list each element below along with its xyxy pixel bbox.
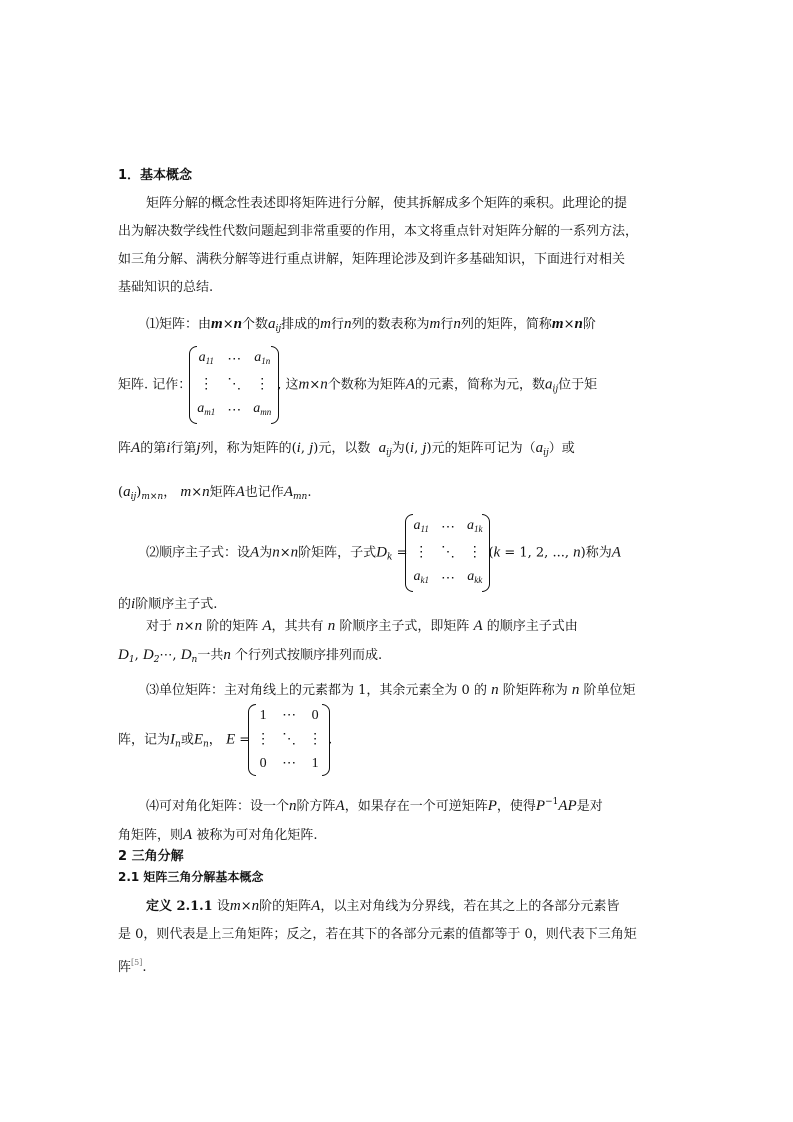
diagonalizable-paragraph: ⑷可对角化矩阵：设一个n阶方阵A，如果存在一个可逆矩阵P，使得$P^{-1}AP$是对 角矩阵，则A 被称为可对角化矩阵.	[118, 797, 603, 843]
matrix-definition-line-3: 阵A的第i行第j列，称为矩阵的(i, j)元，以数 $a_{ij}$为(i, j)元的矩阵可记为$(a_{ij})$或	[118, 440, 575, 458]
section-heading-1: 1．基本概念	[118, 168, 193, 183]
identity-line-2: 阵，记为$I_n$或$E_n$， E = 1 ⋯ 0 ⋮ ⋱ ⋮ 0 ⋯ 1 .	[118, 704, 678, 776]
definition-2-1-1: 定义 2.1.1 设m×n阶的矩阵A，以主对角线为分界线，若在其之上的各部分元素皆 是 0，则代表是上三角矩阵；反之，若在其下的各部分元素的值都等于 0，则代表下三角矩 阵[5].	[118, 898, 637, 975]
definition-label: 定义 2.1.1	[146, 899, 213, 914]
intro-paragraph	[118, 190, 678, 302]
matrix-definition-line-4: $(a_{ij})_{m\times n}$， m×n矩阵A也记作$A_{mn}$.	[118, 484, 312, 502]
principal-minor-paragraph: 对于 n×n 阶的矩阵 A，其共有 n 阶顺序主子式，即矩阵 A 的顺序主子式由 $D_1$, $D_2\cdots$, $D_n$一共n 个行列式按顺序排列而成.	[118, 618, 578, 665]
minor-determinant: $a_{11}$ ⋯ $a_{1k}$ ⋮ ⋱ ⋮ $a_{k1}$ ⋯ $a_{kk}$	[407, 514, 488, 592]
intro-line-3: 如三角分解、满秩分解等进行重点讲解，矩阵理论涉及到许多基础知识，下面进行对相关	[118, 252, 626, 267]
general-matrix: $a_{11}$ ⋯ $a_{1n}$ ⋮ ⋱ ⋮ $a_{m1}$ ⋯ $a_{mn}$	[191, 346, 277, 424]
principal-minor-line-1: ⑵顺序主子式：设A为n×n阶矩阵，子式$D_k$ = $a_{11}$ ⋯ $a_{1k}$ ⋮ ⋱ ⋮ $a_{k1}$ ⋯ $a_{kk}$ (k = 1, 2, ..., n)称为A	[118, 514, 678, 592]
intro-line-2: 出为解决数学线性代数问题起到非常重要的作用，本文将重点针对矩阵分解的一系列方法，	[118, 224, 639, 239]
subsection-heading-2-1: 2.1 矩阵三角分解基本概念	[118, 870, 264, 884]
identity-line-1: ⑶单位矩阵：主对角线上的元素都为 1，其余元素全为 0 的 n 阶矩阵称为 n 阶单位矩	[146, 682, 636, 698]
intro-line-1: 矩阵分解的概念性表述即将矩阵进行分解，使其拆解成多个矩阵的乘积。此理论的提	[146, 196, 628, 211]
principal-minor-line-2: 的i阶顺序主子式.	[118, 596, 218, 612]
matrix-definition-line-2: 矩阵. 记作： $a_{11}$ ⋯ $a_{1n}$ ⋮ ⋱ ⋮ $a_{m1}$ ⋯ $a_{mn}$ , 这m×n个数称为矩阵A的元素，简称为元，数$a_{ij}$位于矩	[118, 346, 678, 424]
intro-line-4: 基础知识的总结.	[118, 280, 214, 295]
citation-ref[interactable]: [5]	[131, 958, 143, 967]
matrix-definition-line-1: ⑴矩阵：由m×n个数$a_{ij}$排成的m行n列的数表称为m行n列的矩阵，简称m×n阶	[146, 316, 596, 334]
section-heading-2: 2 三角分解	[118, 849, 184, 864]
identity-matrix: 1 ⋯ 0 ⋮ ⋱ ⋮ 0 ⋯ 1	[250, 704, 328, 776]
